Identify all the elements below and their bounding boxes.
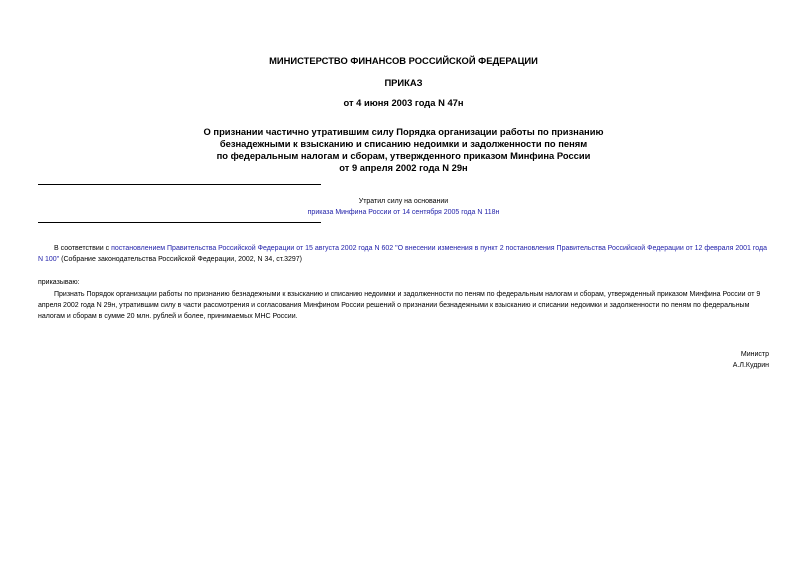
order-title-line: безнадежными к взысканию и списанию недоимки и задолженности по пеням — [219, 138, 588, 149]
order-title-line: О признании частично утратившим силу Порядка организации работы по признанию — [203, 126, 604, 137]
preamble-paragraph — [38, 243, 770, 265]
order-body-paragraph: Признать Порядок организации работы по признанию безнадежными к взысканию и списанию недоимки и задолженности по пеням по федеральным налогам и сборам, утвержденный приказом Минфина России от 9 апреля 2002 года N 29н, утратившим силу в части рассмотрения и согласования Минфином России решений о признании безнадежными к взысканию и списании недоимки и задолженности по пеням по федеральным налогам и сборам в сумме 20 млн. рублей и более, принимаемых МНС России. — [38, 291, 761, 320]
order-type: ПРИКАЗ — [384, 77, 423, 88]
repeal-order-link[interactable]: приказа Минфина России от 14 сентября 2005 года N 118н — [307, 209, 500, 216]
divider-bottom — [38, 222, 321, 223]
signatory-name: А.Л.Кудрин — [732, 362, 769, 369]
divider-top — [38, 184, 321, 185]
order-date: от 4 июня 2003 года N 47н — [343, 97, 464, 108]
ministry-name: МИНИСТЕРСТВО ФИНАНСОВ РОССИЙСКОЙ ФЕДЕРАЦИИ — [269, 55, 538, 66]
signatory-position: Министр — [740, 351, 769, 358]
status-note-text: Утратил силу на основании — [358, 198, 449, 205]
preamble-prefix: В соответствии с — [54, 245, 112, 252]
preamble-suffix: (Собрание законодательства Российской Федерации, 2002, N 34, ст.3297) — [59, 256, 302, 263]
orders-word: приказываю: — [38, 279, 80, 286]
order-title — [0, 126, 807, 174]
government-decree-link[interactable]: постановлением Правительства Российской Федерации от 15 августа 2002 года N 602 "О внесении изменения в пункт 2 постановления Правительства Российской Федерации от 12 февраля 2001 года N 100" — [38, 245, 767, 263]
order-title-line: по федеральным налогам и сборам, утвержденного приказом Минфина России — [216, 150, 591, 161]
status-note-link-row — [180, 208, 627, 218]
order-title-line: от 9 апреля 2002 года N 29н — [339, 162, 468, 173]
